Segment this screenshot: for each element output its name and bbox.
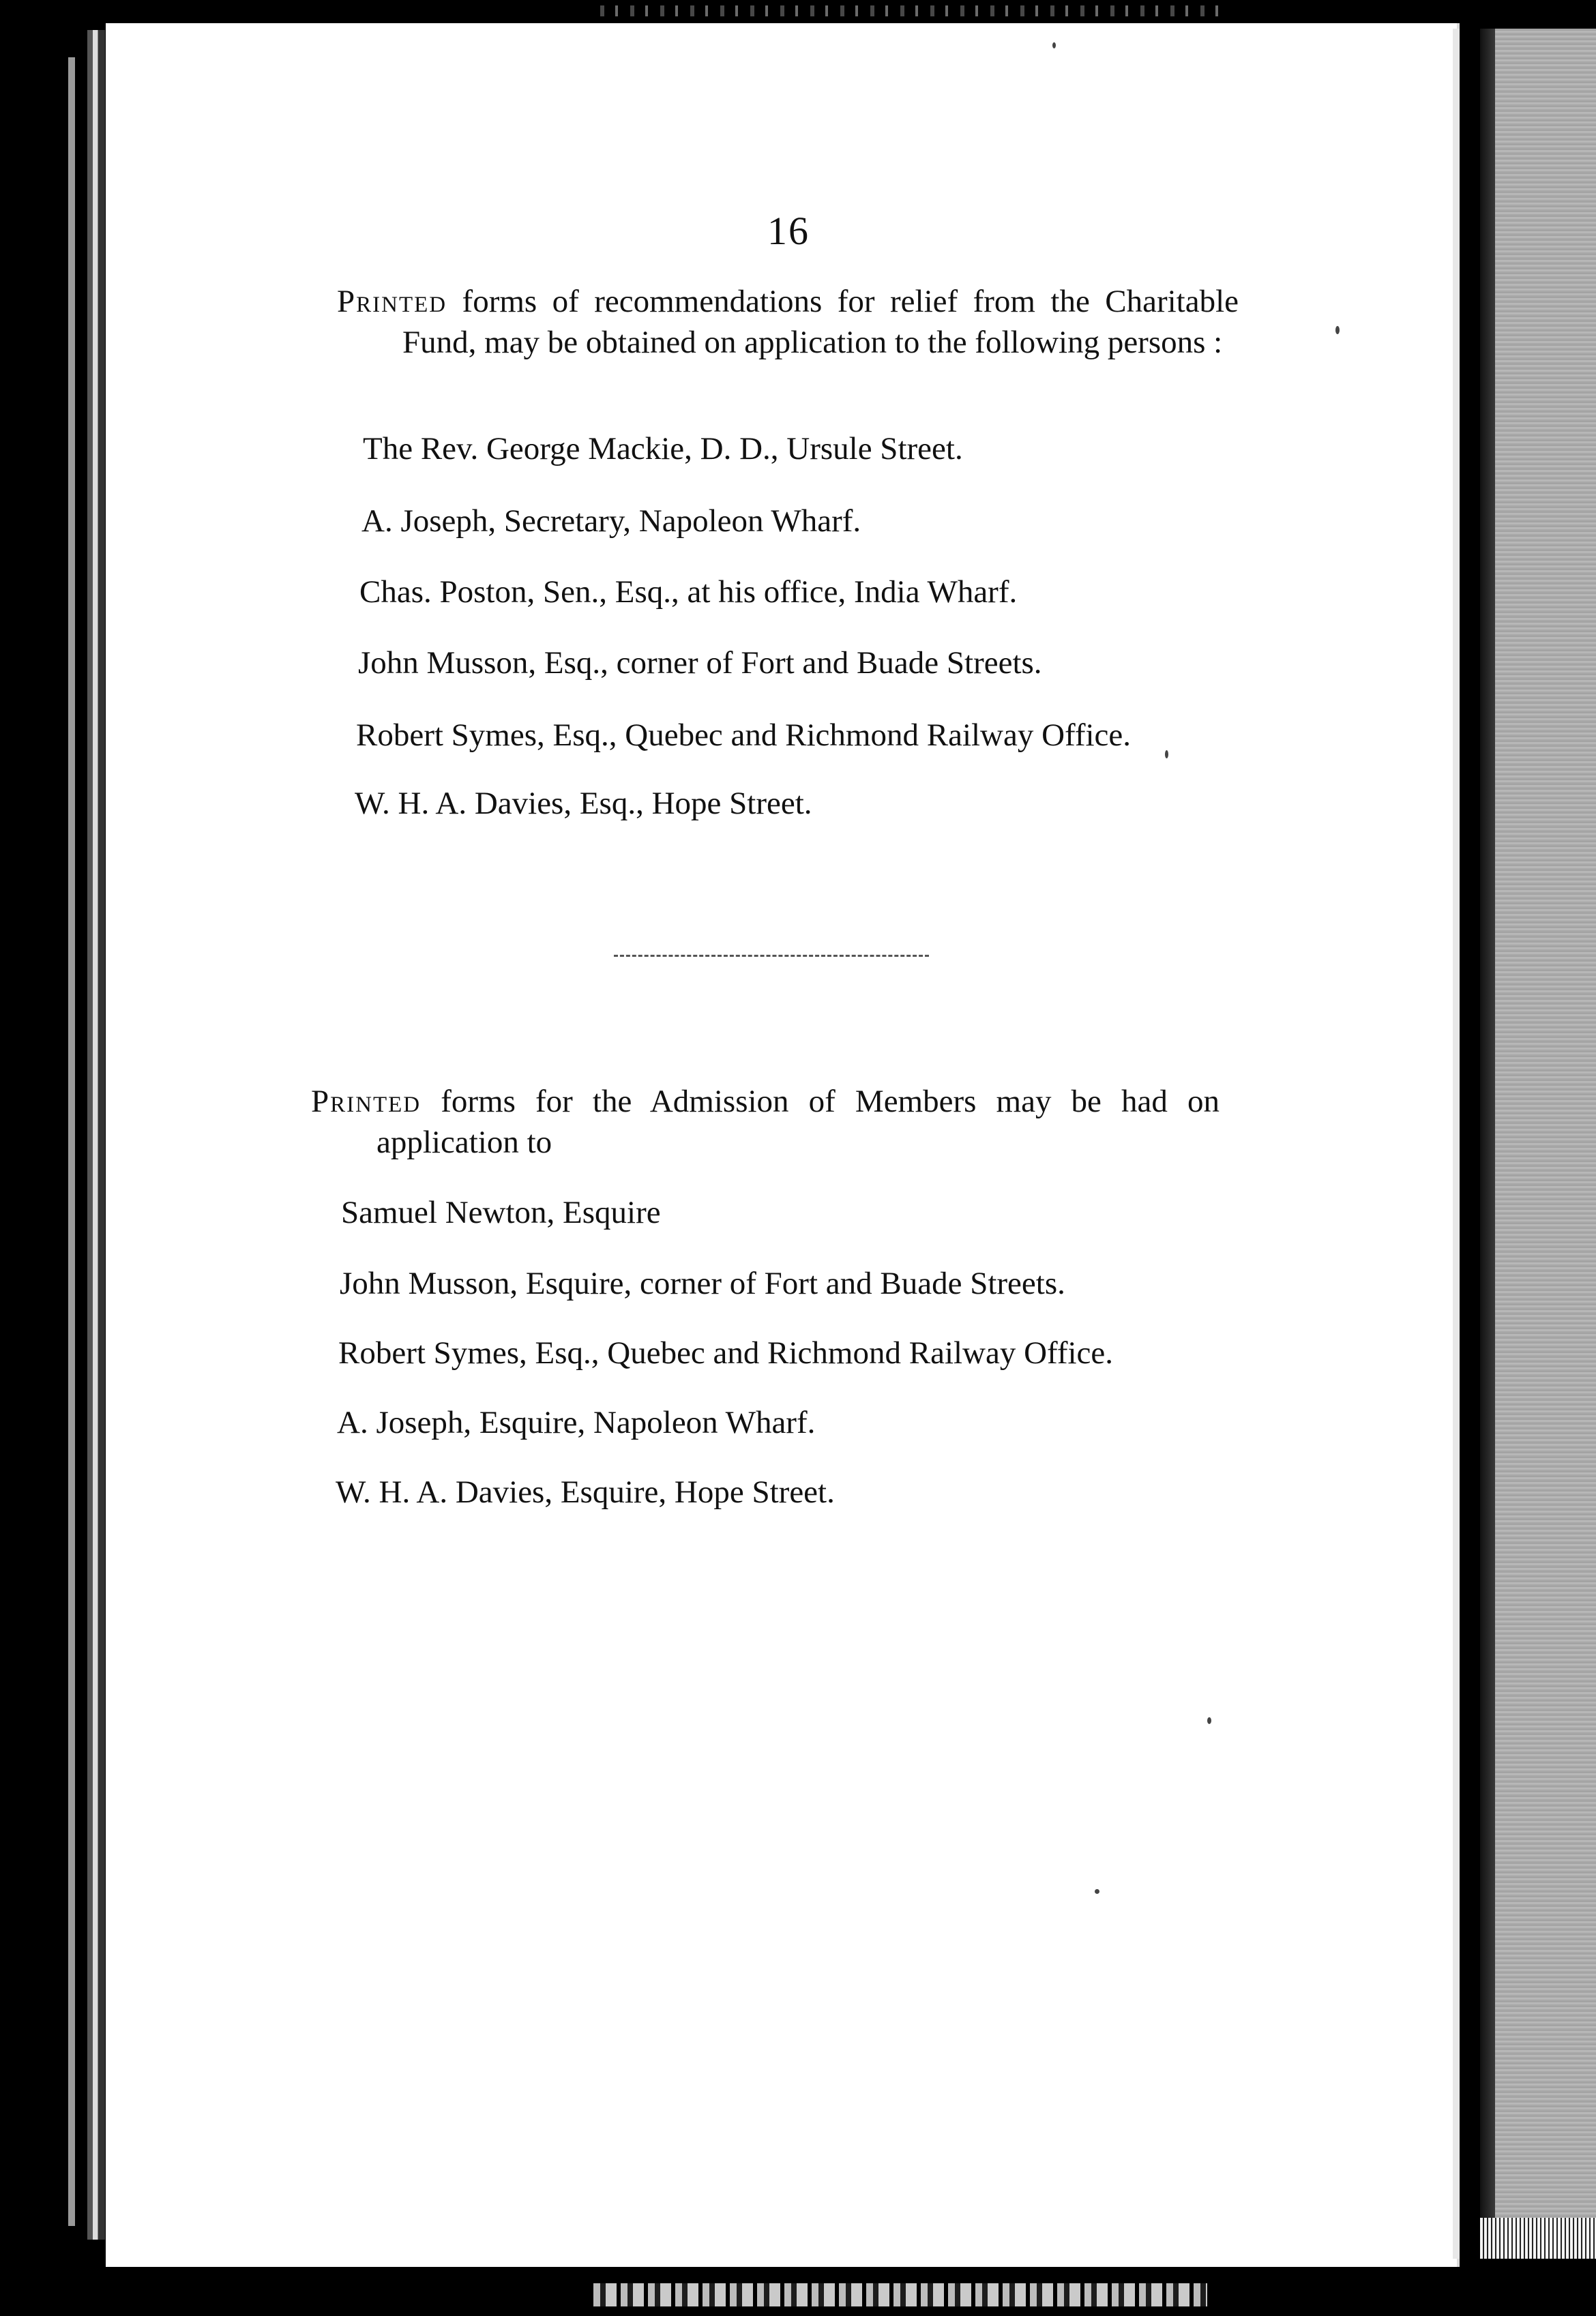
- admission-contact-entry: Samuel Newton, Esquire: [341, 1195, 661, 1230]
- scan-speck: [1095, 1889, 1099, 1894]
- admission-contact-entry: A. Joseph, Esquire, Napoleon Wharf.: [337, 1405, 816, 1440]
- relief-contact-entry: W. H. A. Davies, Esq., Hope Street.: [355, 786, 812, 821]
- page-number: 16: [767, 209, 810, 253]
- paragraph-lead-word: Printed: [311, 1084, 422, 1119]
- relief-contact-entry: Chas. Poston, Sen., Esq., at his office, India Wharf.: [359, 574, 1018, 610]
- page-edge: [1453, 29, 1460, 2259]
- scan-speck: [1052, 42, 1056, 48]
- paragraph-lead-word: Printed: [337, 284, 447, 319]
- relief-contact-entry: John Musson, Esq., corner of Fort and Buade Streets.: [358, 645, 1042, 681]
- admission-contact-entry: Robert Symes, Esq., Quebec and Richmond Railway Office.: [338, 1335, 1114, 1371]
- admission-forms-paragraph: [311, 1081, 1220, 1163]
- book-spine-edge: [0, 23, 106, 2274]
- relief-contact-entry: The Rev. George Mackie, D. D., Ursule Street.: [363, 431, 963, 466]
- scan-bottom-border: [0, 2274, 1596, 2316]
- scan-speck: [1335, 326, 1340, 334]
- admission-contact-entry: W. H. A. Davies, Esquire, Hope Street.: [336, 1474, 835, 1510]
- paragraph-text: forms of recommendations for relief from the Charitable Fund, may be obtained on application to the following persons :: [402, 284, 1239, 360]
- relief-contact-entry: Robert Symes, Esq., Quebec and Richmond Railway Office.: [356, 717, 1132, 753]
- relief-forms-paragraph: [337, 281, 1239, 363]
- facing-cover-board: [1480, 29, 1596, 2259]
- paragraph-text: forms for the Admission of Members may be had on application to: [376, 1084, 1220, 1160]
- scan-speck: [1207, 1717, 1211, 1724]
- admission-contact-entry: John Musson, Esquire, corner of Fort and Buade Streets.: [340, 1266, 1065, 1301]
- scan-top-border: [0, 0, 1596, 23]
- relief-contact-entry: A. Joseph, Secretary, Napoleon Wharf.: [361, 503, 861, 539]
- scan-speck: [1165, 750, 1168, 758]
- section-divider: [614, 955, 929, 957]
